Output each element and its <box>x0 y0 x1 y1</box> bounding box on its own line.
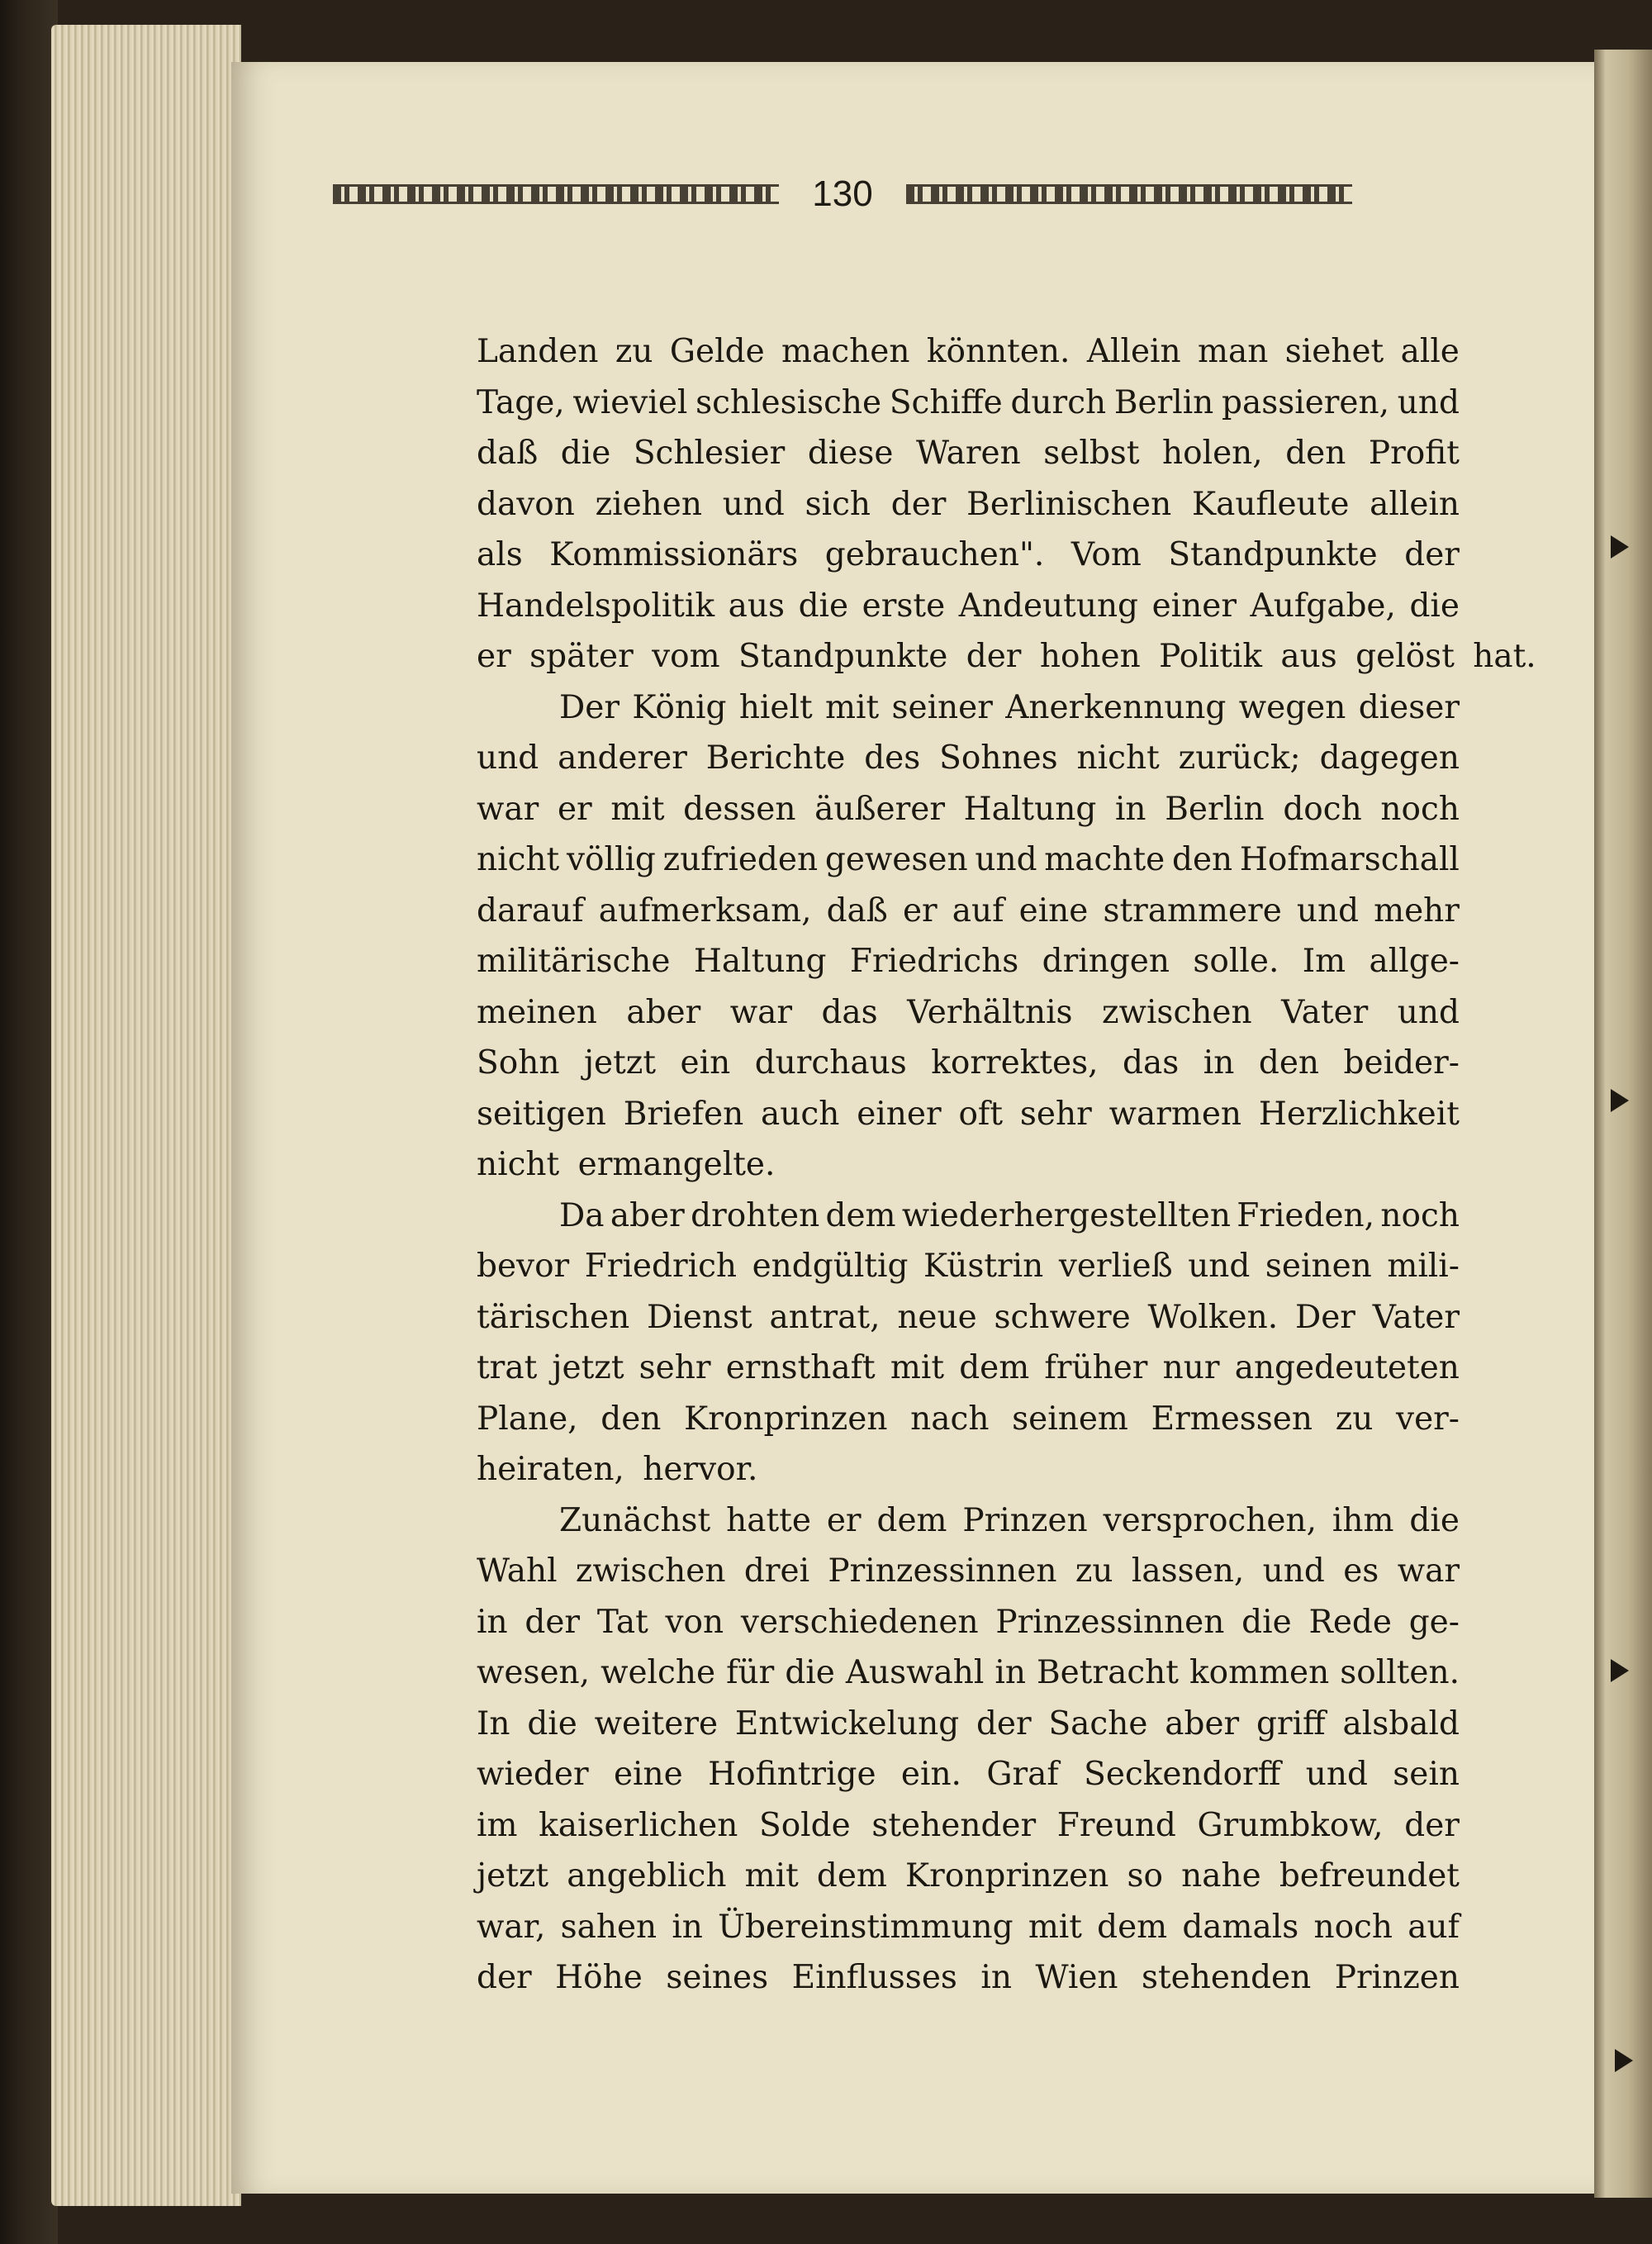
text-line: war er mit dessen äußerer Haltung in Berlin doch noch <box>477 790 1460 828</box>
text-line: nicht völlig zufrieden gewesen und machte den Hofmarschall <box>477 841 1460 878</box>
text-line: Wahl zwischen drei Prinzessinnen zu lassen, und es war <box>477 1552 1460 1590</box>
ornament-left-decoration <box>333 184 779 204</box>
text-line: Da aber drohten dem wiederhergestellten Frieden, noch <box>559 1196 1460 1234</box>
page-header <box>240 165 1446 223</box>
text-line: heiraten, hervor. <box>477 1451 758 1488</box>
ornament-right-decoration <box>906 184 1352 204</box>
text-line: nicht ermangelte. <box>477 1146 776 1183</box>
text-line: Sohn jetzt ein durchaus korrektes, das in den beider- <box>477 1044 1460 1082</box>
text-line: wesen, welche für die Auswahl in Betracht kommen sollten. <box>477 1654 1460 1691</box>
page-marker-arrow <box>1611 535 1629 559</box>
text-line: bevor Friedrich endgültig Küstrin verließ und seinen mili- <box>477 1248 1460 1285</box>
text-line: daß die Schlesier diese Waren selbst holen, den Profit <box>477 435 1460 472</box>
body-text <box>477 326 1536 2004</box>
text-line: In die weitere Entwickelung der Sache aber griff alsbald <box>477 1704 1460 1742</box>
text-line: seitigen Briefen auch einer oft sehr warmen Herzlichkeit <box>477 1095 1460 1133</box>
text-line: im kaiserlichen Solde stehender Freund Grumbkow, der <box>477 1806 1460 1844</box>
text-line: davon ziehen und sich der Berlinischen Kaufleute allein <box>477 485 1460 523</box>
text-line: Handelspolitik aus die erste Andeutung einer Aufgabe, die <box>477 587 1460 625</box>
text-line: er später vom Standpunkte der hohen Politik aus gelöst hat. <box>477 638 1536 675</box>
page-edges <box>51 25 241 2206</box>
text-line: als Kommissionärs gebrauchen". Vom Standpunkte der <box>477 536 1460 573</box>
text-line: der Höhe seines Einflusses in Wien stehenden Prinzen <box>477 1959 1460 1996</box>
text-line: militärische Haltung Friedrichs dringen solle. Im allge- <box>477 943 1460 980</box>
page-marker-arrow <box>1611 1659 1629 1682</box>
text-line: wieder eine Hofintrige ein. Graf Seckendorff und sein <box>477 1756 1460 1793</box>
adjacent-page-edge <box>1594 50 1652 2198</box>
page-number: 130 <box>812 174 873 214</box>
text-line: meinen aber war das Verhältnis zwischen Vater und <box>477 993 1460 1031</box>
text-line: Tage, wieviel schlesische Schiffe durch Berlin passieren, und <box>477 383 1460 421</box>
text-line: Der König hielt mit seiner Anerkennung wegen dieser <box>559 688 1460 726</box>
text-line: war, sahen in Übereinstimmung mit dem damals noch auf <box>477 1908 1460 1946</box>
text-line: darauf aufmerksam, daß er auf eine strammere und mehr <box>477 891 1460 929</box>
text-line: Plane, den Kronprinzen nach seinem Ermessen zu ver- <box>477 1400 1460 1438</box>
book-binding <box>0 0 58 2244</box>
text-line: Zunächst hatte er dem Prinzen versprochen, ihm die <box>559 1501 1460 1539</box>
page-marker-arrow <box>1611 1089 1629 1112</box>
page-marker-arrow <box>1615 2049 1633 2072</box>
text-line: Landen zu Gelde machen könnten. Allein man siehet alle <box>477 333 1460 370</box>
text-line: trat jetzt sehr ernsthaft mit dem früher nur angedeuteten <box>477 1349 1460 1386</box>
text-line: in der Tat von verschiedenen Prinzessinnen die Rede ge- <box>477 1603 1460 1641</box>
text-line: und anderer Berichte des Sohnes nicht zurück; dagegen <box>477 739 1460 777</box>
text-line: tärischen Dienst antrat, neue schwere Wolken. Der Vater <box>477 1298 1460 1336</box>
text-line: jetzt angeblich mit dem Kronprinzen so nahe befreundet <box>477 1857 1460 1895</box>
